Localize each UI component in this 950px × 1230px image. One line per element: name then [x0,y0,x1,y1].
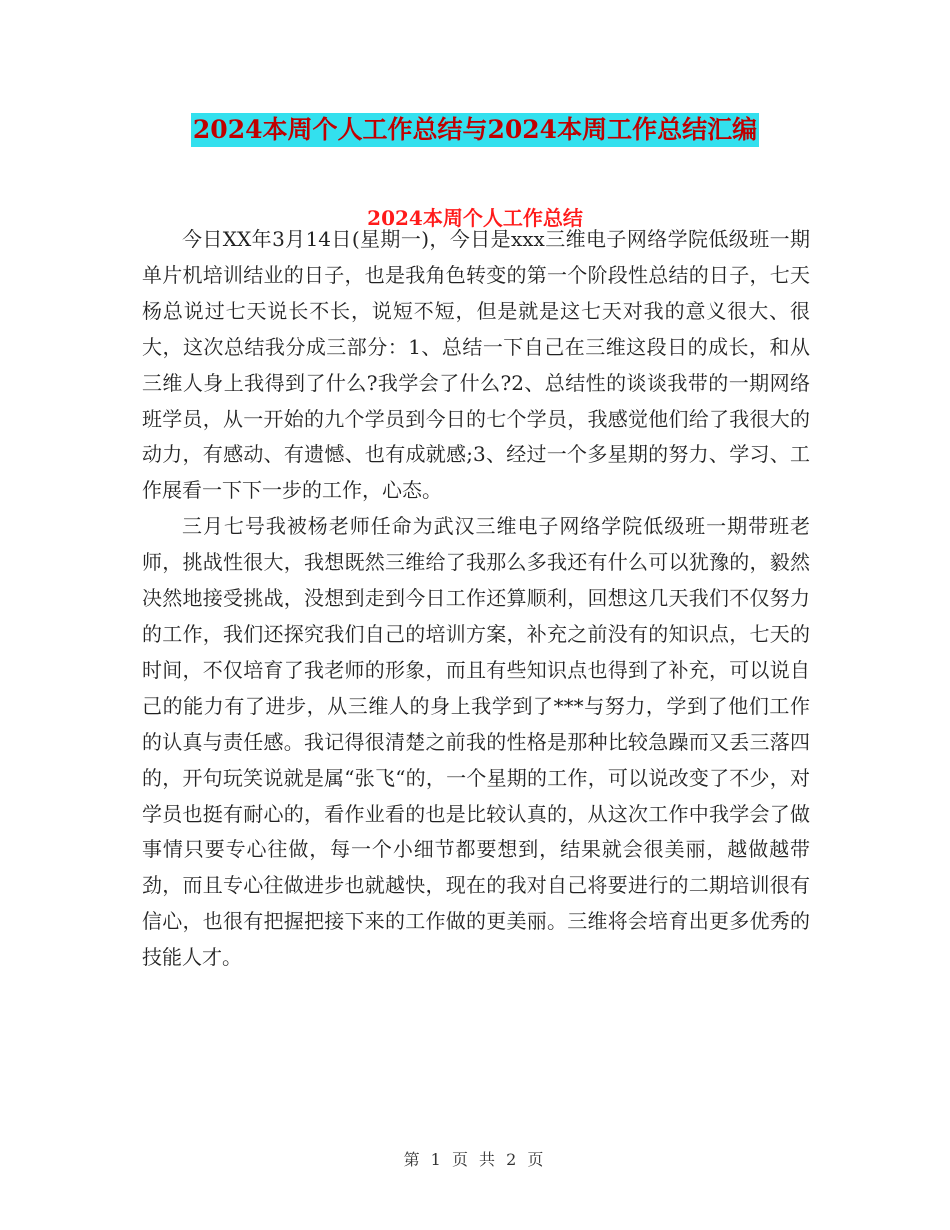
paragraph-1: 今日XX年3月14日(星期一)，今日是xxx三维电子网络学院低级班一期单片机培训结业的日子，也是我角色转变的第一个阶段性总结的日子，七天杨总说过七天说长不长，说短不短，但是就是这七天对我的意义很大、很大，这次总结我分成三部分：1、总结一下自己在三维这段日的成长，和从三维人身上我得到了什么?我学会了什么?2、总结性的谈谈我带的一期网络班学员，从一开始的九个学员到今日的七个学员，我感觉他们给了我很大的动力，有感动、有遗憾、也有成就感;3、经过一个多星期的努力、学习、工作展看一下下一步的工作，心态。 [142,227,810,503]
page-footer [0,1147,950,1170]
main-title-container [0,113,950,147]
paragraph-2: 三月七号我被杨老师任命为武汉三维电子网络学院低级班一期带班老师，挑战性很大，我想既然三维给了我那么多我还有什么可以犹豫的，毅然决然地接受挑战，没想到走到今日工作还算顺利，回想这几天我们不仅努力的工作，我们还探究我们自己的培训方案，补充之前没有的知识点，七天的时间，不仅培育了我老师的形象，而且有些知识点也得到了补充，可以说自己的能力有了进步，从三维人的身上我学到了***与努力，学到了他们工作的认真与责任感。我记得很清楚之前我的性格是那种比较急躁而又丢三落四的，开句玩笑说就是属“张飞“的，一个星期的工作，可以说改变了不少，对学员也挺有耐心的，看作业看的也是比较认真的，从这次工作中我学会了做事情只要专心往做，每一个小细节都要想到，结果就会很美丽，越做越带劲，而且专心往做进步也就越快，现在的我对自己将要进行的二期培训很有信心，也很有把握把接下来的工作做的更美丽。三维将会培育出更多优秀的技能人才。 [142,514,810,970]
section-title: 2024本周个人工作总结 [367,206,583,230]
body-text [142,222,810,976]
main-title: 2024本周个人工作总结与2024本周工作总结汇编 [191,113,759,147]
page-number: 第 1 页 共 2 页 [403,1150,547,1169]
